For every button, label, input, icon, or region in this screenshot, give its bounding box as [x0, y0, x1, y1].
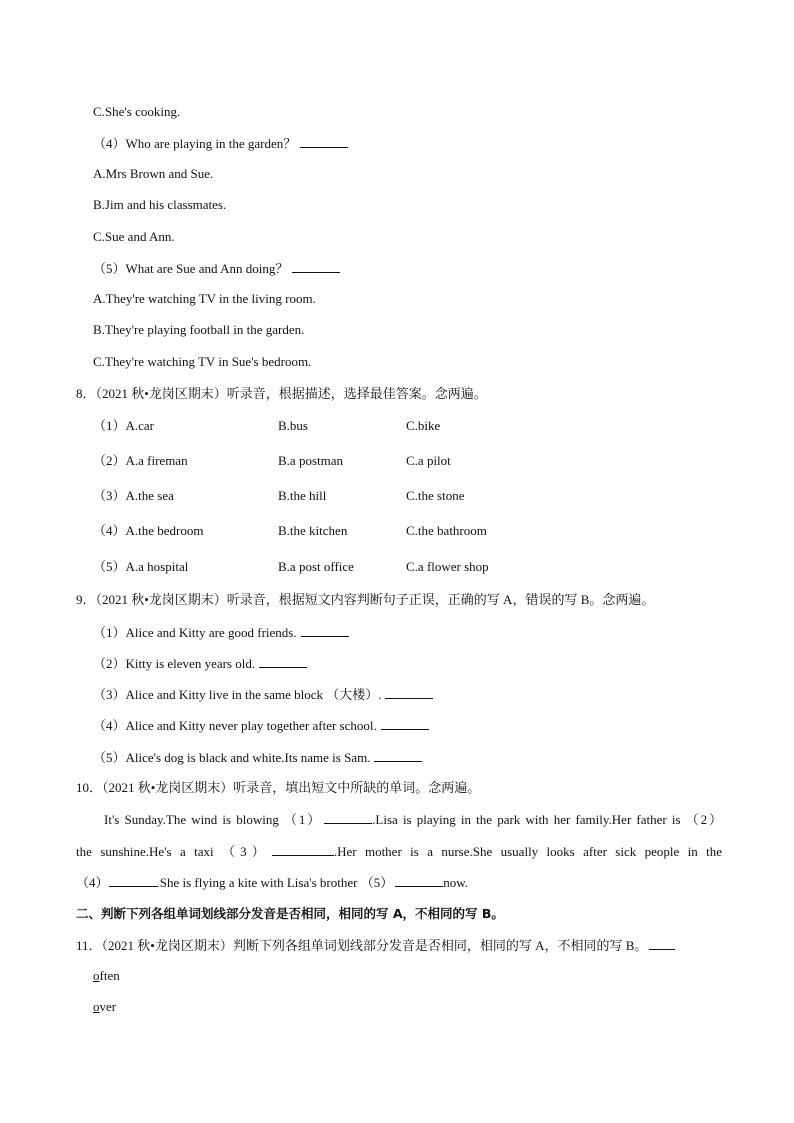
- q9-item-1: [93, 624, 349, 641]
- q8-row1-option-c: C.bike: [406, 418, 441, 433]
- q10-p2-text-b: .Her mother is a nurse.She usually looks after sick people in the: [333, 844, 722, 859]
- q10-p1-text-a: It's Sunday.The wind is blowing （1）: [104, 812, 323, 827]
- q11-word-1-underlined: o: [93, 968, 100, 983]
- q11-answer-blank[interactable]: [649, 937, 675, 950]
- q9-item-1-text: （1）Alice and Kitty are good friends.: [93, 625, 297, 640]
- q10-blank-3[interactable]: [272, 843, 334, 856]
- q9-item-4-blank[interactable]: [381, 717, 429, 730]
- q10-p2-text-a: the sunshine.He's a taxi （3）: [76, 844, 270, 859]
- q9-item-1-blank[interactable]: [301, 624, 349, 637]
- q9-item-4: [93, 717, 429, 734]
- q11-word-1: [93, 968, 120, 984]
- q9-item-3: [93, 686, 433, 703]
- q7-4-stem: [93, 135, 348, 152]
- q10-passage-line-2: [76, 843, 722, 860]
- q8-row3-option-c: C.the stone: [406, 488, 465, 503]
- q8-row2-option-b: B.a postman: [278, 453, 343, 468]
- q8-row5-option-b: B.a post office: [278, 559, 354, 574]
- q7-4-answer-blank[interactable]: [300, 135, 348, 148]
- q9-item-3-blank[interactable]: [385, 686, 433, 699]
- q7-4-option-a: A.Mrs Brown and Sue.: [93, 166, 214, 181]
- q9-item-2-blank[interactable]: [259, 655, 307, 668]
- q11-word-2: [93, 999, 116, 1015]
- q7-3-option-c: C.She's cooking.: [93, 104, 181, 119]
- q10-p3-text-a: （4）: [76, 875, 109, 890]
- q8-row5-option-c: C.a flower shop: [406, 559, 489, 574]
- q11-stem: [76, 937, 675, 954]
- section-2-heading: 二、判断下列各组单词划线部分发音是否相同，相同的写 A，不相同的写 B。: [76, 906, 504, 921]
- q7-5-option-c: C.They're watching TV in Sue's bedroom.: [93, 354, 312, 369]
- q11-word-2-underlined: o: [93, 999, 100, 1014]
- q11-word-2-rest: ver: [99, 999, 117, 1014]
- q11-stem-text: 11．（2021 秋•龙岗区期末）判断下列各组单词划线部分发音是否相同，相同的写 A，不相同的写 B。: [76, 938, 648, 953]
- q8-row4-option-c: C.the bathroom: [406, 523, 487, 538]
- q7-4-option-c: C.Sue and Ann.: [93, 229, 175, 244]
- q7-5-option-b: B.They're playing football in the garden.: [93, 322, 305, 337]
- q10-blank-4[interactable]: [109, 874, 157, 887]
- q7-4-option-b: B.Jim and his classmates.: [93, 197, 227, 212]
- q8-row4-option-a: （4）A.the bedroom: [93, 523, 204, 538]
- q7-5-stem: [93, 260, 340, 277]
- q8-row2-option-a: （2）A.a fireman: [93, 453, 188, 468]
- q8-row5-option-a: （5）A.a hospital: [93, 559, 189, 574]
- q9-item-3-text: （3）Alice and Kitty live in the same block （大楼）.: [93, 687, 382, 702]
- q10-p3-text-b: .She is flying a kite with Lisa's brother （5）: [156, 875, 394, 890]
- q8-row3-option-b: B.the hill: [278, 488, 327, 503]
- q10-blank-1[interactable]: [324, 811, 372, 824]
- q10-blank-5[interactable]: [395, 874, 443, 887]
- q8-row3-option-a: （3）A.the sea: [93, 488, 174, 503]
- q8-row2-option-c: C.a pilot: [406, 453, 451, 468]
- q7-5-answer-blank[interactable]: [292, 260, 340, 273]
- q10-passage-line-3: [76, 874, 468, 891]
- q9-item-2-text: （2）Kitty is eleven years old.: [93, 656, 256, 671]
- q7-5-stem-text: （5）What are Sue and Ann doing？: [93, 261, 289, 276]
- q8-stem: 8．（2021 秋•龙岗区期末）听录音，根据描述，选择最佳答案。念两遍。: [76, 386, 487, 401]
- q8-row1-option-a: （1）A.car: [93, 418, 155, 433]
- q9-item-4-text: （4）Alice and Kitty never play together after school.: [93, 718, 377, 733]
- q7-4-stem-text: （4）Who are playing in the garden？: [93, 136, 297, 151]
- q8-row4-option-b: B.the kitchen: [278, 523, 348, 538]
- q9-item-2: [93, 655, 307, 672]
- q10-stem: 10．（2021 秋•龙岗区期末）听录音，填出短文中所缺的单词。念两遍。: [76, 780, 481, 795]
- q7-5-option-a: A.They're watching TV in the living room.: [93, 291, 316, 306]
- q9-stem: 9．（2021 秋•龙岗区期末）听录音，根据短文内容判断句子正误，正确的写 A，错误的写 B。念两遍。: [76, 592, 655, 607]
- q9-item-5-blank[interactable]: [374, 749, 422, 762]
- q11-word-1-rest: ften: [99, 968, 120, 983]
- q10-passage-line-1: [104, 811, 722, 828]
- q9-item-5: [93, 749, 422, 766]
- q10-p3-text-c: now.: [443, 875, 468, 890]
- q9-item-5-text: （5）Alice's dog is black and white.Its name is Sam.: [93, 750, 371, 765]
- q10-p1-text-b: .Lisa is playing in the park with her family.Her father is （2）: [372, 812, 722, 827]
- q8-row1-option-b: B.bus: [278, 418, 308, 433]
